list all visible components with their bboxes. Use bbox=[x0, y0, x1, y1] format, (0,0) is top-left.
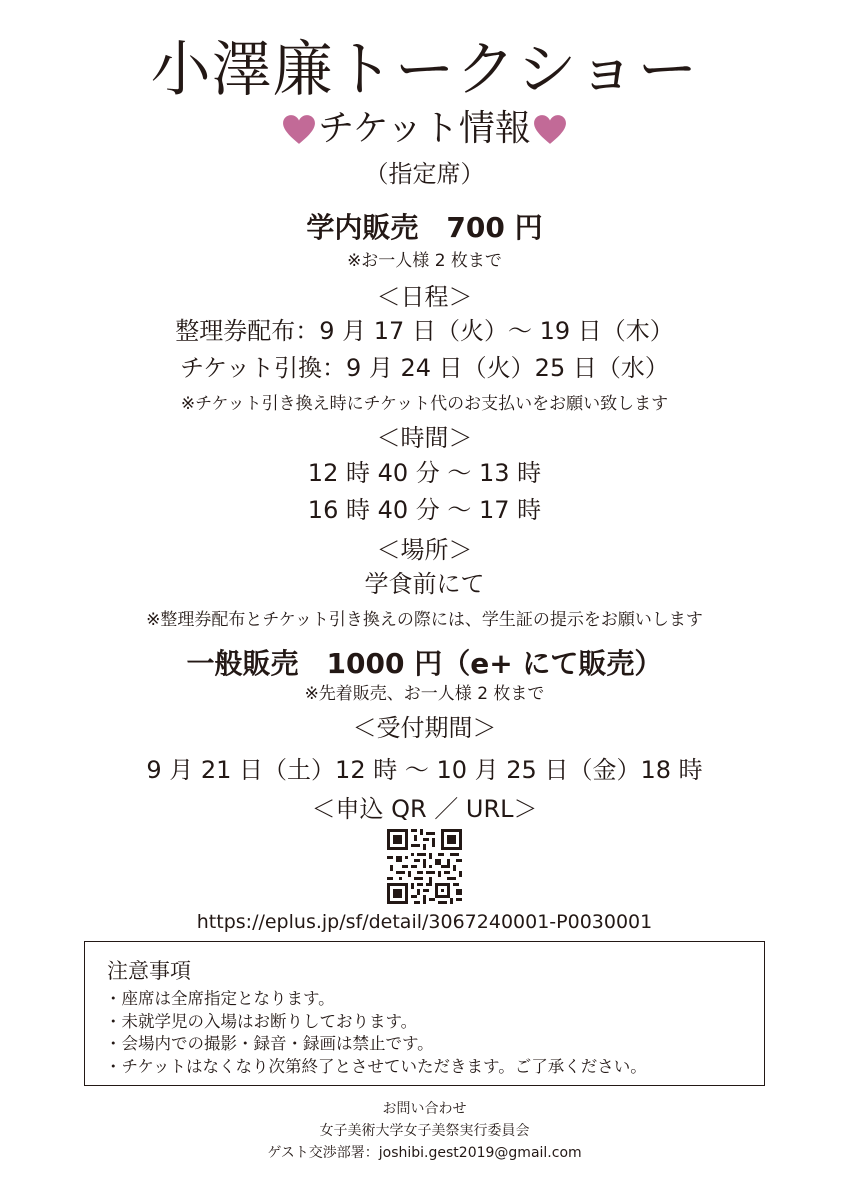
place-note: ※整理券配布とチケット引き換えの際には、学生証の提示をお願いします bbox=[146, 610, 703, 630]
time-line: 16 時 40 分 ～ 17 時 bbox=[307, 496, 542, 524]
time-heading: ＜時間＞ bbox=[376, 424, 473, 452]
period-text: 9 月 21 日（土）12 時 ～ 10 月 25 日（金）18 時 bbox=[146, 756, 703, 784]
place-text: 学食前にて bbox=[364, 570, 485, 598]
period-heading: ＜受付期間＞ bbox=[352, 714, 497, 742]
schedule-line: 整理券配布：9 月 17 日（火）～ 19 日（木） bbox=[175, 317, 674, 345]
notice-item: ・チケットはなくなり次第終了とさせていただきます。ご了承ください。 bbox=[105, 1056, 647, 1076]
page-title: 小澤廉トークショー bbox=[150, 35, 699, 105]
notice-title: 注意事項 bbox=[107, 959, 191, 983]
apply-url-link[interactable]: https://eplus.jp/sf/detail/3067240001-P0030001 bbox=[196, 911, 653, 933]
notice-item: ・未就学児の入場はお断りしております。 bbox=[105, 1011, 418, 1031]
heart-icon bbox=[533, 113, 567, 147]
contact-email[interactable]: ゲスト交渉部署：joshibi.gest2019@gmail.com bbox=[267, 1145, 582, 1161]
general-sale-note: ※先着販売、お一人様 2 枚まで bbox=[304, 684, 545, 704]
notice-item: ・会場内での撮影・録音・録画は禁止です。 bbox=[105, 1034, 434, 1053]
schedule-note: ※チケット引き換え時にチケット代のお支払いをお願い致します bbox=[180, 394, 669, 414]
apply-heading: ＜申込 QR ／ URL＞ bbox=[311, 795, 538, 823]
schedule-line: チケット引換：9 月 24 日（火）25 日（水） bbox=[180, 354, 669, 382]
heart-icon bbox=[282, 113, 316, 147]
qr-code[interactable] bbox=[387, 829, 462, 904]
campus-sale-note: ※お一人様 2 枚まで bbox=[347, 251, 502, 271]
notice-box bbox=[84, 941, 765, 1086]
place-heading: ＜場所＞ bbox=[376, 536, 473, 564]
seat-type: （指定席） bbox=[364, 160, 485, 188]
contact-organization: 女子美術大学女子美祭実行委員会 bbox=[319, 1123, 530, 1139]
contact-label: お問い合わせ bbox=[382, 1101, 467, 1117]
time-line: 12 時 40 分 ～ 13 時 bbox=[307, 459, 542, 487]
notice-item: ・座席は全席指定となります。 bbox=[105, 989, 335, 1008]
campus-sale-heading: 学内販売 700 円 bbox=[306, 211, 543, 244]
general-sale-heading: 一般販売 1000 円（e+ にて販売） bbox=[186, 647, 663, 680]
subtitle-row bbox=[0, 104, 849, 154]
schedule-heading: ＜日程＞ bbox=[376, 283, 473, 311]
subtitle-text: チケット情報 bbox=[318, 108, 531, 149]
notice-list bbox=[105, 988, 647, 1078]
